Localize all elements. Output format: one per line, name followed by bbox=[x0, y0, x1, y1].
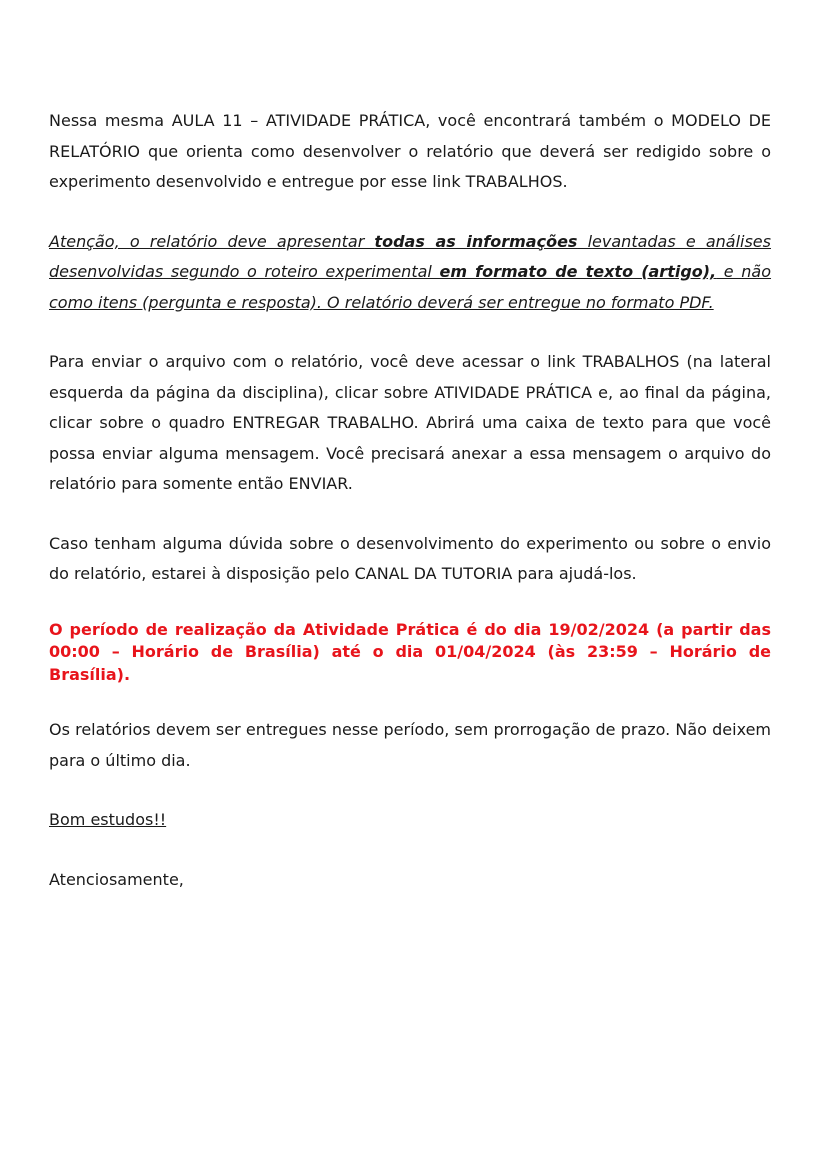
attention-paragraph bbox=[49, 227, 771, 319]
document-page bbox=[49, 106, 771, 895]
attention-text-3: e não como itens (pergunta e resposta). O relatório deverá ser entregue no formato PDF. bbox=[49, 262, 772, 312]
attention-bold-1: todas as informações bbox=[374, 231, 578, 251]
attention-text-2: levantadas e análises desenvolvidas segundo o roteiro experimental bbox=[49, 231, 771, 281]
deadline-paragraph: O período de realização da Atividade Prática é do dia 19/02/2024 (a partir das 00:00 – Horário de Brasília) até o dia 01/04/2024 (às 23:59 – Horário de Brasília). bbox=[49, 619, 771, 684]
closing-wish: Bom estudos!! bbox=[49, 810, 167, 829]
no-extension-paragraph: Os relatórios devem ser entregues nesse período, sem prorrogação de prazo. Não deixem para o último dia. bbox=[49, 720, 771, 770]
sign-off: Atenciosamente, bbox=[49, 869, 184, 889]
doubts-paragraph: Caso tenham alguma dúvida sobre o desenvolvimento do experimento ou sobre o envio do relatório, estarei à disposição pelo CANAL DA TUTORIA para ajudá-los. bbox=[49, 533, 771, 583]
attention-bold-2: em formato de texto (artigo), bbox=[439, 262, 717, 281]
intro-paragraph: Nessa mesma AULA 11 – ATIVIDADE PRÁTICA, você encontrará também o MODELO DE RELATÓRIO que orienta como desenvolver o relatório que deverá ser redigido sobre o experimento desenvolvido e entregue por esse link TRABALHOS. bbox=[49, 111, 771, 191]
attention-text-1: Atenção, o relatório deve apresentar bbox=[49, 231, 375, 251]
submission-instructions-paragraph: Para enviar o arquivo com o relatório, você deve acessar o link TRABALHOS (na lateral esquerda da página da disciplina), clicar sobre ATIVIDADE PRÁTICA e, ao final da página, clicar sobre o quadro ENTREGAR TRABALHO. Abrirá uma caixa de texto para que você possa enviar alguma mensagem. Você precisará anexar a essa mensagem o arquivo do relatório para somente então ENVIAR. bbox=[49, 352, 771, 493]
